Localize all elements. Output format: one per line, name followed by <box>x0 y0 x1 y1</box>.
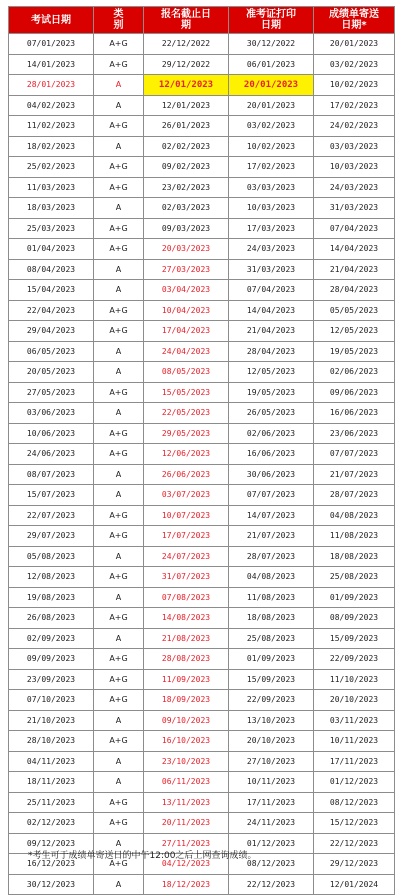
cell-registration-deadline: 07/08/2023 <box>144 587 229 608</box>
cell-registration-deadline: 20/03/2023 <box>144 239 229 260</box>
exam-schedule-table <box>8 6 395 895</box>
cell-exam-date: 08/04/2023 <box>9 259 94 280</box>
cell-type: A+G <box>94 526 144 547</box>
cell-exam-date: 15/04/2023 <box>9 280 94 301</box>
cell-type: A+G <box>94 239 144 260</box>
cell-admission-print-date: 22/12/2023 <box>229 874 314 895</box>
cell-type: A+G <box>94 116 144 137</box>
table-row <box>9 731 395 752</box>
header-row <box>9 7 395 34</box>
cell-exam-date: 06/05/2023 <box>9 341 94 362</box>
cell-exam-date: 11/02/2023 <box>9 116 94 137</box>
cell-exam-date: 02/12/2023 <box>9 813 94 834</box>
cell-registration-deadline: 10/07/2023 <box>144 505 229 526</box>
cell-admission-print-date: 07/07/2023 <box>229 485 314 506</box>
table-row <box>9 792 395 813</box>
header-admission-print-date: 准考证打印 日期 <box>229 7 314 34</box>
header-exam-date: 考试日期 <box>9 7 94 34</box>
cell-registration-deadline: 28/08/2023 <box>144 649 229 670</box>
cell-exam-date: 26/08/2023 <box>9 608 94 629</box>
cell-registration-deadline: 24/07/2023 <box>144 546 229 567</box>
cell-admission-print-date: 17/02/2023 <box>229 157 314 178</box>
cell-exam-date: 18/02/2023 <box>9 136 94 157</box>
cell-admission-print-date: 28/07/2023 <box>229 546 314 567</box>
cell-exam-date: 22/07/2023 <box>9 505 94 526</box>
table-row <box>9 280 395 301</box>
cell-type: A+G <box>94 649 144 670</box>
cell-registration-deadline: 02/03/2023 <box>144 198 229 219</box>
cell-admission-print-date: 13/10/2023 <box>229 710 314 731</box>
cell-type: A+G <box>94 321 144 342</box>
cell-registration-deadline: 12/06/2023 <box>144 444 229 465</box>
cell-registration-deadline: 11/09/2023 <box>144 669 229 690</box>
cell-type: A+G <box>94 505 144 526</box>
cell-exam-date: 22/04/2023 <box>9 300 94 321</box>
cell-registration-deadline: 12/01/2023 <box>144 95 229 116</box>
cell-result-mail-date: 11/10/2023 <box>314 669 395 690</box>
table-row <box>9 587 395 608</box>
table-row <box>9 772 395 793</box>
cell-registration-deadline: 04/12/2023 <box>144 854 229 875</box>
cell-exam-date: 29/04/2023 <box>9 321 94 342</box>
cell-type: A+G <box>94 792 144 813</box>
cell-admission-print-date: 22/09/2023 <box>229 690 314 711</box>
cell-result-mail-date: 09/06/2023 <box>314 382 395 403</box>
cell-admission-print-date: 19/05/2023 <box>229 382 314 403</box>
cell-result-mail-date: 10/03/2023 <box>314 157 395 178</box>
cell-exam-date: 20/05/2023 <box>9 362 94 383</box>
cell-result-mail-date: 31/03/2023 <box>314 198 395 219</box>
cell-result-mail-date: 02/06/2023 <box>314 362 395 383</box>
cell-admission-print-date: 26/05/2023 <box>229 403 314 424</box>
cell-result-mail-date: 07/07/2023 <box>314 444 395 465</box>
cell-admission-print-date: 14/07/2023 <box>229 505 314 526</box>
cell-result-mail-date: 10/11/2023 <box>314 731 395 752</box>
cell-admission-print-date: 30/12/2022 <box>229 34 314 55</box>
cell-registration-deadline: 24/04/2023 <box>144 341 229 362</box>
cell-registration-deadline: 20/11/2023 <box>144 813 229 834</box>
cell-type: A <box>94 751 144 772</box>
cell-admission-print-date: 20/01/2023 <box>229 75 314 96</box>
table-row <box>9 54 395 75</box>
cell-result-mail-date: 15/09/2023 <box>314 628 395 649</box>
cell-exam-date: 04/11/2023 <box>9 751 94 772</box>
table-row <box>9 751 395 772</box>
cell-admission-print-date: 17/03/2023 <box>229 218 314 239</box>
cell-admission-print-date: 06/01/2023 <box>229 54 314 75</box>
cell-exam-date: 07/10/2023 <box>9 690 94 711</box>
cell-registration-deadline: 09/03/2023 <box>144 218 229 239</box>
cell-registration-deadline: 09/02/2023 <box>144 157 229 178</box>
cell-type: A+G <box>94 300 144 321</box>
cell-exam-date: 07/01/2023 <box>9 34 94 55</box>
cell-registration-deadline: 22/05/2023 <box>144 403 229 424</box>
cell-type: A <box>94 772 144 793</box>
table-row <box>9 608 395 629</box>
cell-registration-deadline: 09/10/2023 <box>144 710 229 731</box>
cell-exam-date: 04/02/2023 <box>9 95 94 116</box>
cell-registration-deadline: 03/04/2023 <box>144 280 229 301</box>
table-row <box>9 628 395 649</box>
footnote: *考生可于成绩单寄送日的中午12:00之后上网查询成绩。 <box>28 851 257 861</box>
cell-admission-print-date: 07/04/2023 <box>229 280 314 301</box>
cell-type: A+G <box>94 567 144 588</box>
cell-type: A+G <box>94 813 144 834</box>
cell-type: A <box>94 280 144 301</box>
cell-type: A+G <box>94 218 144 239</box>
table-row <box>9 505 395 526</box>
header-result-mail-date: 成绩单寄送 日期* <box>314 7 395 34</box>
cell-admission-print-date: 20/10/2023 <box>229 731 314 752</box>
cell-registration-deadline: 18/12/2023 <box>144 874 229 895</box>
cell-registration-deadline: 21/08/2023 <box>144 628 229 649</box>
cell-exam-date: 18/11/2023 <box>9 772 94 793</box>
cell-registration-deadline: 12/01/2023 <box>144 75 229 96</box>
cell-type: A <box>94 259 144 280</box>
table-row <box>9 341 395 362</box>
cell-result-mail-date: 24/02/2023 <box>314 116 395 137</box>
cell-result-mail-date: 05/05/2023 <box>314 300 395 321</box>
table-row <box>9 259 395 280</box>
cell-admission-print-date: 08/12/2023 <box>229 854 314 875</box>
cell-registration-deadline: 23/02/2023 <box>144 177 229 198</box>
cell-admission-print-date: 11/08/2023 <box>229 587 314 608</box>
cell-result-mail-date: 16/06/2023 <box>314 403 395 424</box>
cell-registration-deadline: 13/11/2023 <box>144 792 229 813</box>
cell-registration-deadline: 17/04/2023 <box>144 321 229 342</box>
cell-type: A+G <box>94 177 144 198</box>
table-row <box>9 136 395 157</box>
cell-exam-date: 28/10/2023 <box>9 731 94 752</box>
table-row <box>9 177 395 198</box>
cell-exam-date: 29/07/2023 <box>9 526 94 547</box>
cell-result-mail-date: 01/12/2023 <box>314 772 395 793</box>
cell-result-mail-date: 14/04/2023 <box>314 239 395 260</box>
cell-exam-date: 10/06/2023 <box>9 423 94 444</box>
cell-exam-date: 23/09/2023 <box>9 669 94 690</box>
table-header <box>9 7 395 34</box>
cell-type: A+G <box>94 608 144 629</box>
cell-type: A+G <box>94 690 144 711</box>
cell-registration-deadline: 26/06/2023 <box>144 464 229 485</box>
cell-admission-print-date: 31/03/2023 <box>229 259 314 280</box>
cell-registration-deadline: 22/12/2022 <box>144 34 229 55</box>
cell-result-mail-date: 08/09/2023 <box>314 608 395 629</box>
cell-result-mail-date: 04/08/2023 <box>314 505 395 526</box>
table-row <box>9 34 395 55</box>
cell-registration-deadline: 31/07/2023 <box>144 567 229 588</box>
cell-exam-date: 30/12/2023 <box>9 874 94 895</box>
cell-type: A <box>94 95 144 116</box>
cell-type: A <box>94 485 144 506</box>
table-row <box>9 464 395 485</box>
cell-exam-date: 11/03/2023 <box>9 177 94 198</box>
cell-admission-print-date: 25/08/2023 <box>229 628 314 649</box>
cell-result-mail-date: 28/07/2023 <box>314 485 395 506</box>
cell-registration-deadline: 16/10/2023 <box>144 731 229 752</box>
cell-exam-date: 21/10/2023 <box>9 710 94 731</box>
cell-result-mail-date: 03/02/2023 <box>314 54 395 75</box>
cell-result-mail-date: 21/07/2023 <box>314 464 395 485</box>
cell-type: A <box>94 833 144 854</box>
table-row <box>9 239 395 260</box>
table-row <box>9 669 395 690</box>
table-row <box>9 649 395 670</box>
cell-registration-deadline: 29/12/2022 <box>144 54 229 75</box>
cell-registration-deadline: 03/07/2023 <box>144 485 229 506</box>
cell-type: A <box>94 587 144 608</box>
cell-exam-date: 25/03/2023 <box>9 218 94 239</box>
cell-type: A <box>94 403 144 424</box>
cell-admission-print-date: 04/08/2023 <box>229 567 314 588</box>
table-row <box>9 218 395 239</box>
table-row <box>9 116 395 137</box>
cell-registration-deadline: 27/11/2023 <box>144 833 229 854</box>
cell-result-mail-date: 28/04/2023 <box>314 280 395 301</box>
cell-type: A+G <box>94 731 144 752</box>
cell-registration-deadline: 26/01/2023 <box>144 116 229 137</box>
cell-result-mail-date: 29/12/2023 <box>314 854 395 875</box>
table-row <box>9 710 395 731</box>
cell-admission-print-date: 27/10/2023 <box>229 751 314 772</box>
header-type: 类 别 <box>94 7 144 34</box>
cell-admission-print-date: 10/03/2023 <box>229 198 314 219</box>
cell-result-mail-date: 22/12/2023 <box>314 833 395 854</box>
table-row <box>9 382 395 403</box>
cell-result-mail-date: 20/01/2023 <box>314 34 395 55</box>
cell-result-mail-date: 11/08/2023 <box>314 526 395 547</box>
table-row <box>9 526 395 547</box>
cell-exam-date: 18/03/2023 <box>9 198 94 219</box>
table-row <box>9 546 395 567</box>
cell-exam-date: 24/06/2023 <box>9 444 94 465</box>
cell-result-mail-date: 03/03/2023 <box>314 136 395 157</box>
cell-type: A <box>94 546 144 567</box>
cell-result-mail-date: 17/11/2023 <box>314 751 395 772</box>
cell-exam-date: 02/09/2023 <box>9 628 94 649</box>
cell-exam-date: 14/01/2023 <box>9 54 94 75</box>
cell-admission-print-date: 10/11/2023 <box>229 772 314 793</box>
cell-result-mail-date: 19/05/2023 <box>314 341 395 362</box>
table-row <box>9 321 395 342</box>
cell-result-mail-date: 17/02/2023 <box>314 95 395 116</box>
cell-type: A+G <box>94 382 144 403</box>
cell-admission-print-date: 17/11/2023 <box>229 792 314 813</box>
cell-registration-deadline: 29/05/2023 <box>144 423 229 444</box>
cell-admission-print-date: 15/09/2023 <box>229 669 314 690</box>
cell-result-mail-date: 08/12/2023 <box>314 792 395 813</box>
table-row <box>9 690 395 711</box>
cell-exam-date: 25/11/2023 <box>9 792 94 813</box>
cell-type: A+G <box>94 444 144 465</box>
header-registration-deadline: 报名截止日 期 <box>144 7 229 34</box>
cell-type: A+G <box>94 669 144 690</box>
cell-result-mail-date: 21/04/2023 <box>314 259 395 280</box>
table-row <box>9 75 395 96</box>
cell-exam-date: 12/08/2023 <box>9 567 94 588</box>
cell-type: A <box>94 75 144 96</box>
cell-result-mail-date: 03/11/2023 <box>314 710 395 731</box>
cell-type: A <box>94 874 144 895</box>
cell-admission-print-date: 01/12/2023 <box>229 833 314 854</box>
cell-type: A+G <box>94 854 144 875</box>
cell-admission-print-date: 18/08/2023 <box>229 608 314 629</box>
cell-registration-deadline: 27/03/2023 <box>144 259 229 280</box>
cell-registration-deadline: 17/07/2023 <box>144 526 229 547</box>
cell-admission-print-date: 24/11/2023 <box>229 813 314 834</box>
cell-exam-date: 09/09/2023 <box>9 649 94 670</box>
cell-exam-date: 15/07/2023 <box>9 485 94 506</box>
cell-type: A <box>94 628 144 649</box>
cell-result-mail-date: 23/06/2023 <box>314 423 395 444</box>
cell-result-mail-date: 20/10/2023 <box>314 690 395 711</box>
table-row <box>9 157 395 178</box>
cell-exam-date: 08/07/2023 <box>9 464 94 485</box>
cell-registration-deadline: 15/05/2023 <box>144 382 229 403</box>
cell-admission-print-date: 02/06/2023 <box>229 423 314 444</box>
cell-result-mail-date: 10/02/2023 <box>314 75 395 96</box>
cell-result-mail-date: 12/01/2024 <box>314 874 395 895</box>
cell-type: A+G <box>94 423 144 444</box>
cell-result-mail-date: 25/08/2023 <box>314 567 395 588</box>
cell-type: A <box>94 710 144 731</box>
cell-result-mail-date: 12/05/2023 <box>314 321 395 342</box>
table-row <box>9 95 395 116</box>
cell-exam-date: 09/12/2023 <box>9 833 94 854</box>
cell-result-mail-date: 07/04/2023 <box>314 218 395 239</box>
cell-type: A+G <box>94 54 144 75</box>
cell-type: A <box>94 136 144 157</box>
cell-registration-deadline: 06/11/2023 <box>144 772 229 793</box>
table-row <box>9 198 395 219</box>
cell-exam-date: 01/04/2023 <box>9 239 94 260</box>
cell-result-mail-date: 18/08/2023 <box>314 546 395 567</box>
cell-admission-print-date: 28/04/2023 <box>229 341 314 362</box>
cell-result-mail-date: 24/03/2023 <box>314 177 395 198</box>
cell-registration-deadline: 14/08/2023 <box>144 608 229 629</box>
cell-exam-date: 16/12/2023 <box>9 854 94 875</box>
cell-type: A <box>94 198 144 219</box>
table-row <box>9 485 395 506</box>
table-row <box>9 300 395 321</box>
cell-type: A+G <box>94 34 144 55</box>
cell-registration-deadline: 10/04/2023 <box>144 300 229 321</box>
cell-exam-date: 05/08/2023 <box>9 546 94 567</box>
cell-result-mail-date: 01/09/2023 <box>314 587 395 608</box>
cell-admission-print-date: 14/04/2023 <box>229 300 314 321</box>
cell-admission-print-date: 03/02/2023 <box>229 116 314 137</box>
table-body <box>9 34 395 895</box>
cell-admission-print-date: 16/06/2023 <box>229 444 314 465</box>
cell-registration-deadline: 23/10/2023 <box>144 751 229 772</box>
cell-admission-print-date: 24/03/2023 <box>229 239 314 260</box>
table-row <box>9 567 395 588</box>
cell-type: A+G <box>94 157 144 178</box>
cell-result-mail-date: 22/09/2023 <box>314 649 395 670</box>
cell-type: A <box>94 464 144 485</box>
cell-exam-date: 19/08/2023 <box>9 587 94 608</box>
cell-type: A <box>94 362 144 383</box>
table-row <box>9 813 395 834</box>
cell-admission-print-date: 20/01/2023 <box>229 95 314 116</box>
cell-exam-date: 03/06/2023 <box>9 403 94 424</box>
cell-registration-deadline: 18/09/2023 <box>144 690 229 711</box>
cell-exam-date: 28/01/2023 <box>9 75 94 96</box>
table-row <box>9 362 395 383</box>
cell-exam-date: 27/05/2023 <box>9 382 94 403</box>
cell-admission-print-date: 12/05/2023 <box>229 362 314 383</box>
table-row <box>9 444 395 465</box>
cell-registration-deadline: 02/02/2023 <box>144 136 229 157</box>
table-row <box>9 403 395 424</box>
cell-admission-print-date: 01/09/2023 <box>229 649 314 670</box>
cell-registration-deadline: 08/05/2023 <box>144 362 229 383</box>
cell-admission-print-date: 21/07/2023 <box>229 526 314 547</box>
cell-admission-print-date: 21/04/2023 <box>229 321 314 342</box>
cell-admission-print-date: 30/06/2023 <box>229 464 314 485</box>
cell-admission-print-date: 03/03/2023 <box>229 177 314 198</box>
cell-result-mail-date: 15/12/2023 <box>314 813 395 834</box>
table-row <box>9 874 395 895</box>
cell-exam-date: 25/02/2023 <box>9 157 94 178</box>
cell-type: A <box>94 341 144 362</box>
table-row <box>9 423 395 444</box>
cell-admission-print-date: 10/02/2023 <box>229 136 314 157</box>
